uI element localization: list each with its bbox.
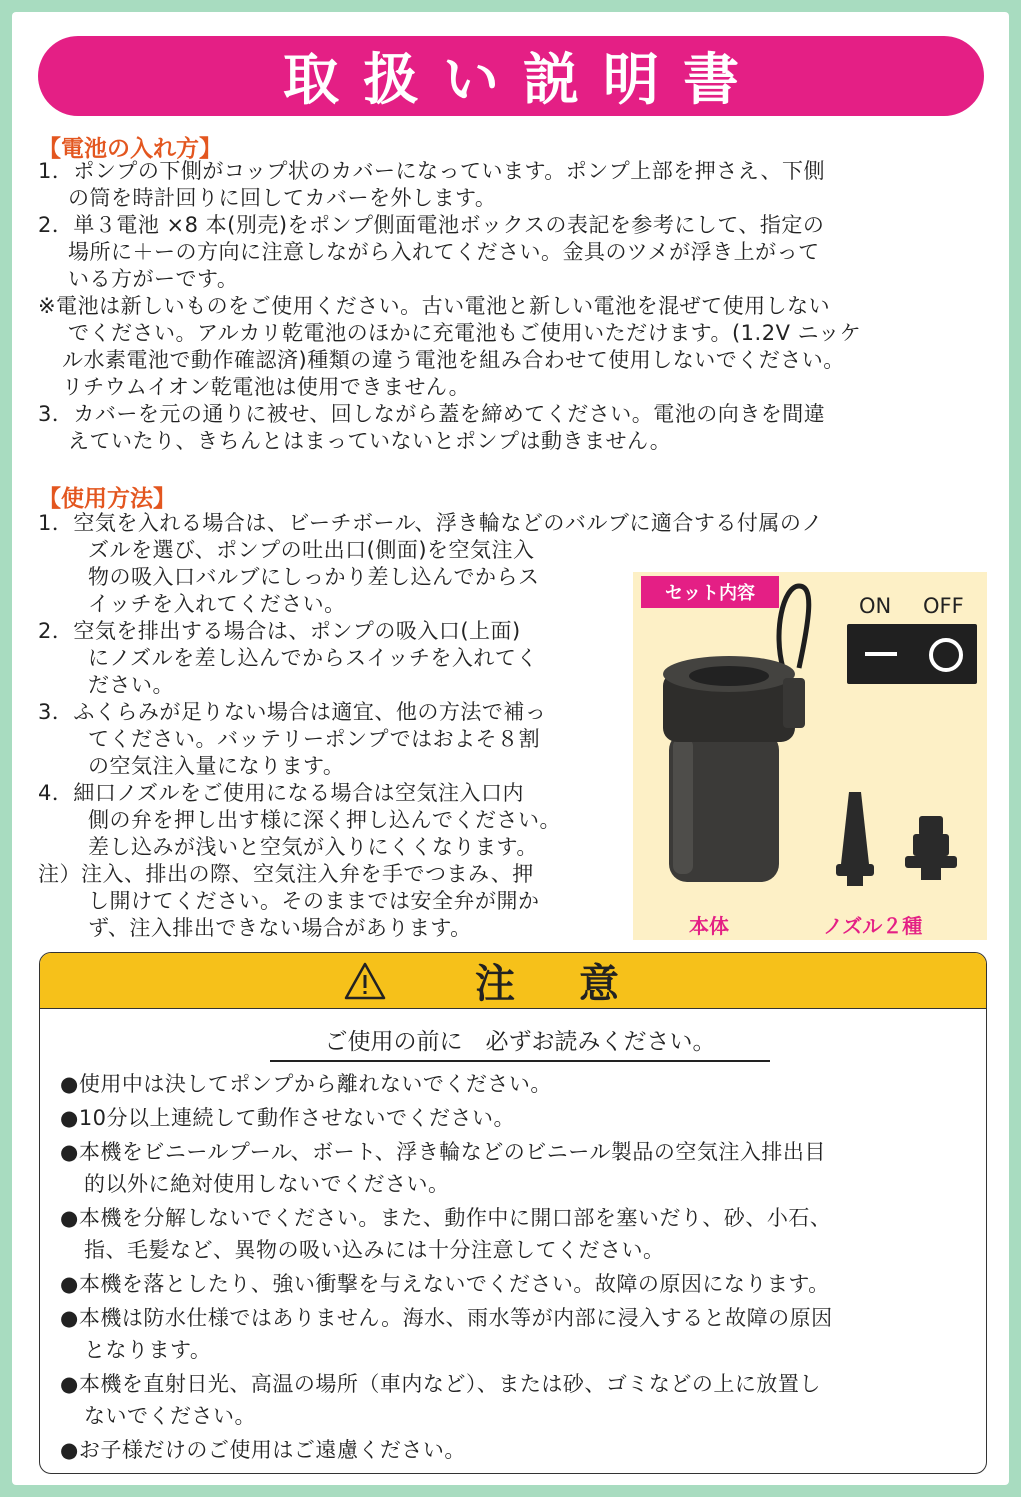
usage-line: 側の弁を押し出す様に深く押し込んでください。	[88, 808, 561, 832]
page-title: 取扱い説明書	[283, 48, 763, 113]
battery-note-line: ル水素電池で動作確認済)種類の違う電池を組み合わせて使用しないでください。	[62, 348, 845, 372]
caution-header	[40, 953, 986, 1009]
usage-note-line: ず、注入排出できない場合があります。	[88, 916, 472, 940]
usage-line: 4．細口ノズルをご使用になる場合は空気注入口内	[38, 781, 525, 805]
caution-item: ●本機をビニールプール、ボート、浮き輪などのビニール製品の空気注入排出目	[60, 1140, 826, 1164]
usage-line: てください。バッテリーポンプではおよそ８割	[88, 727, 541, 751]
warning-icon	[343, 961, 387, 1001]
usage-line: ださい。	[88, 673, 174, 697]
caution-panel	[39, 952, 987, 1474]
nozzle-wide	[919, 816, 943, 836]
battery-line: いる方がーです。	[68, 267, 239, 291]
switch-on-label: ON	[859, 594, 892, 618]
caution-item-cont: ないでください。	[84, 1404, 256, 1428]
switch-on-mark	[865, 652, 897, 656]
caution-title: 注意	[475, 961, 683, 1007]
usage-line: 3．ふくらみが足りない場合は適宜、他の方法で補っ	[38, 700, 547, 724]
battery-line: えていたり、きちんとはまっていないとポンプは動きません。	[68, 429, 672, 453]
caution-item: ●本機は防水仕様ではありません。海水、雨水等が内部に浸入すると故障の原因	[60, 1306, 833, 1330]
usage-line: 物の吸入口バルブにしっかり差し込んでからス	[88, 565, 540, 589]
pump-body-highlight	[673, 738, 693, 874]
caution-subtitle: ご使用の前に 必ずお読みください。	[270, 1023, 770, 1062]
usage-line: イッチを入れてください。	[88, 592, 346, 616]
usage-line: 1．空気を入れる場合は、ビーチボール、浮き輪などのバルブに適合する付属のノ	[38, 511, 823, 535]
usage-note-line: し開けてください。そのままでは安全弁が開か	[88, 889, 540, 913]
caution-item-cont: となります。	[84, 1338, 212, 1362]
usage-line: ズルを選び、ポンプの吐出口(側面)を空気注入	[88, 538, 535, 562]
manual-page	[12, 12, 1009, 1485]
caution-item: ●本機を直射日光、高温の場所（車内など）、または砂、ゴミなどの上に放置し	[60, 1372, 821, 1396]
caution-item-cont: 的以外に絶対使用しないでください。	[84, 1172, 450, 1196]
pump-strap	[779, 586, 809, 668]
battery-line: の筒を時計回りに回してカバーを外します。	[68, 186, 497, 210]
switch-off-mark	[929, 638, 963, 672]
kit-contents-panel	[633, 572, 987, 940]
usage-line: 2．空気を排出する場合は、ポンプの吸入口(上面)	[38, 619, 521, 643]
nozzle-thin	[841, 792, 869, 864]
switch-off-label: OFF	[923, 594, 964, 618]
pump-intake	[689, 666, 769, 686]
power-switch	[847, 624, 977, 684]
battery-note-line: ※電池は新しいものをご使用ください。古い電池と新しい電池を混ぜて使用しない	[38, 294, 831, 318]
caution-item: ●お子様だけのご使用はご遠慮ください。	[60, 1438, 466, 1462]
battery-heading: 【電池の入れ方】	[38, 136, 222, 162]
title-banner	[38, 36, 984, 116]
battery-line: 1．ポンプの下側がコップ状のカバーになっています。ポンプ上部を押さえ、下側	[38, 159, 826, 183]
body-caption: 本体	[689, 914, 729, 938]
battery-note-line: リチウムイオン乾電池は使用できません。	[62, 375, 471, 399]
battery-line: 2．単３電池 ×8 本(別売)をポンプ側面電池ボックスの表記を参考にして、指定の	[38, 213, 825, 237]
battery-note-line: でください。アルカリ乾電池のほかに充電池もご使用いただけます。(1.2V ニッケ	[68, 321, 862, 345]
caution-item: ●本機を落としたり、強い衝撃を与えないでください。故障の原因になります。	[60, 1272, 830, 1296]
caution-item: ●10分以上連続して動作させないでください。	[60, 1106, 516, 1130]
kit-label: セット内容	[641, 576, 779, 608]
caution-item-cont: 指、毛髪など、異物の吸い込みには十分注意してください。	[84, 1238, 665, 1262]
battery-line: 3．カバーを元の通りに被せ、回しながら蓋を締めてください。電池の向きを間違	[38, 402, 826, 426]
battery-line: 場所に＋ーの方向に注意しながら入れてください。金具のツメが浮き上がって	[68, 240, 820, 264]
pump-outlet	[783, 678, 805, 728]
nozzle-caption: ノズル２種	[823, 914, 923, 938]
usage-line: の空気注入量になります。	[88, 754, 345, 778]
usage-line: 差し込みが浅いと空気が入りにくくなります。	[88, 835, 538, 859]
usage-note-line: 注）注入、排出の際、空気注入弁を手でつまみ、押	[38, 862, 534, 886]
usage-heading: 【使用方法】	[38, 486, 176, 512]
usage-line: にノズルを差し込んでからスイッチを入れてく	[88, 646, 538, 670]
caution-item: ●使用中は決してポンプから離れないでください。	[60, 1072, 552, 1096]
caution-item: ●本機を分解しないでください。また、動作中に開口部を塞いだり、砂、小石、	[60, 1206, 832, 1230]
